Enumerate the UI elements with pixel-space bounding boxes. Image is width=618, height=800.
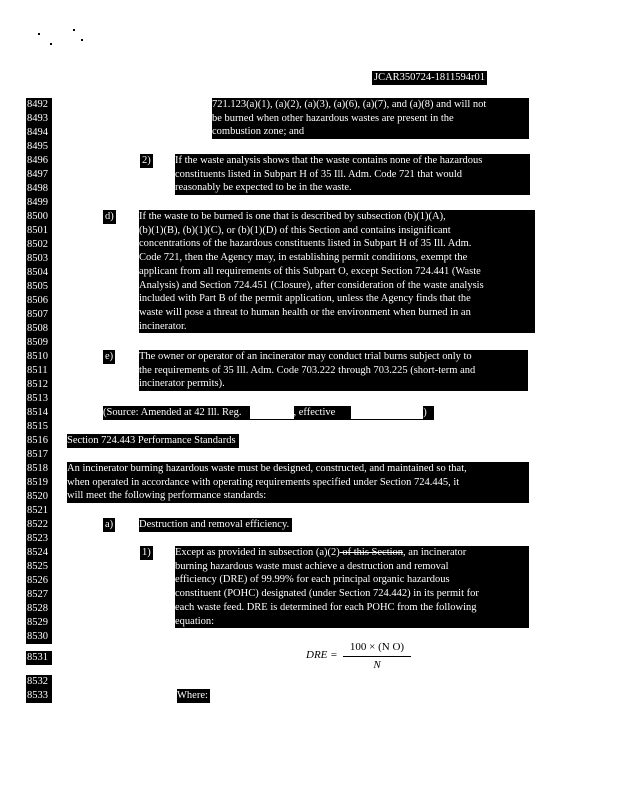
text-line: concentrations of the hazardous constituents listed in Subpart H of 35 Ill. Adm. — [139, 238, 472, 250]
text-line: incinerator. — [139, 320, 187, 332]
text-line: constituents listed in Subpart H of 35 Ill. Adm. Code 721 that would — [175, 168, 462, 180]
item-d-text — [139, 210, 535, 333]
text-line: waste will pose a threat to human health or the environment when burned in an — [139, 306, 471, 318]
line-number: 8511 — [26, 364, 52, 378]
line-number: 8531 — [26, 651, 52, 665]
line-number: 8516 — [26, 434, 52, 448]
equation-fraction — [343, 640, 411, 673]
scan-speck — [81, 39, 83, 41]
text-line: burning hazardous waste must achieve a destruction and removal — [175, 560, 449, 572]
line-number: 8522 — [26, 518, 52, 532]
line-number: 8510 — [26, 350, 52, 364]
text-line: Analysis) and Section 724.451 (Closure), after consideration of the waste analysis — [139, 279, 484, 291]
text-line: the requirements of 35 Ill. Adm. Code 703.222 through 703.225 (short-term and — [139, 364, 476, 376]
line-number: 8532 — [26, 675, 52, 689]
line-number: 8500 — [26, 210, 52, 224]
text-line: Code 721, then the Agency may, in establishing permit conditions, exempt the — [139, 252, 468, 264]
equation-denominator: N — [373, 659, 381, 671]
line-number: 8526 — [26, 574, 52, 588]
source-text: ) — [423, 407, 427, 418]
item-marker-2: 2) — [142, 155, 151, 166]
line-number: 8523 — [26, 532, 52, 546]
text-line: If the waste to be burned is one that is described by subsection (b)(1)(A), — [139, 211, 446, 222]
text-line: applicant from all requirements of this Subpart O, except Section 724.441 (Waste — [139, 265, 481, 277]
item-marker-a: a) — [105, 519, 114, 530]
item-marker-1: 1) — [142, 547, 151, 558]
line-number: 8528 — [26, 602, 52, 616]
text-segment: , an incinerator — [403, 547, 467, 558]
item-a-heading: Destruction and removal efficiency. — [139, 518, 292, 532]
paragraph-continuation — [212, 98, 529, 139]
line-number: 8517 — [26, 448, 52, 462]
text-line: equation: — [175, 615, 215, 627]
text-segment: Except as provided in subsection (a)(2) — [175, 547, 340, 558]
item-1-text — [175, 546, 529, 628]
text-line: (b)(1)(B), (b)(1)(C), or (b)(1)(D) of this Section and contains insignificant — [139, 224, 451, 236]
line-number: 8512 — [26, 378, 52, 392]
where-label: Where: — [177, 690, 208, 701]
line-number: 8498 — [26, 182, 52, 196]
item-e-text — [139, 350, 528, 391]
text-line: included with Part B of the permit application, unless the Agency finds that the — [139, 293, 471, 305]
equation-lhs: DRE = — [306, 649, 338, 661]
text-line: The owner or operator of an incinerator may conduct trial burns subject only to — [139, 351, 472, 362]
line-number: 8521 — [26, 504, 52, 518]
line-number: 8525 — [26, 560, 52, 574]
text-line: 721.123(a)(1), (a)(2), (a)(3), (a)(6), (a)(7), and (a)(8) and will not — [212, 99, 487, 110]
line-number: 8494 — [26, 126, 52, 140]
line-number: 8530 — [26, 630, 52, 644]
text-line: when operated in accordance with operating requirements specified under Section 724.445, it — [67, 476, 460, 488]
text-line: efficiency (DRE) of 99.99% for each principal organic hazardous — [175, 574, 450, 586]
line-number: 8499 — [26, 196, 52, 210]
scan-speck — [73, 29, 75, 31]
source-text: , effective — [293, 407, 336, 418]
scan-speck — [50, 43, 52, 45]
line-number: 8492 — [26, 98, 52, 112]
line-number: 8505 — [26, 280, 52, 294]
line-number: 8503 — [26, 252, 52, 266]
text-line: incinerator permits). — [139, 378, 225, 390]
text-line: be burned when other hazardous wastes are present in the — [212, 112, 454, 124]
item-marker-d: d) — [105, 211, 114, 222]
line-number: 8514 — [26, 406, 52, 420]
line-number: 8515 — [26, 420, 52, 434]
blank-gap — [351, 406, 423, 419]
line-number: 8508 — [26, 322, 52, 336]
text-line: An incinerator burning hazardous waste must be designed, constructed, and maintained so that, — [67, 463, 467, 474]
blank-gap — [250, 406, 294, 419]
dre-equation — [306, 640, 412, 674]
line-number: 8518 — [26, 462, 52, 476]
text-line: combustion zone; and — [212, 126, 305, 138]
text-line: reasonably be expected to be in the waste. — [175, 182, 352, 194]
line-number: 8496 — [26, 154, 52, 168]
text-line: will meet the following performance standards: — [67, 490, 267, 502]
equation-numerator: 100 × (N O) — [349, 641, 405, 653]
item-2-text — [175, 154, 530, 195]
line-number: 8495 — [26, 140, 52, 154]
fraction-bar — [343, 656, 411, 657]
text-line: If the waste analysis shows that the waste contains none of the hazardous — [175, 155, 483, 166]
source-note — [103, 406, 434, 420]
text-line — [175, 546, 529, 560]
line-number: 8520 — [26, 490, 52, 504]
line-number: 8527 — [26, 588, 52, 602]
scan-speck — [38, 33, 40, 35]
struck-text: of this Section — [339, 547, 404, 558]
line-number: 8501 — [26, 224, 52, 238]
text-line: constituent (POHC) designated (under Section 724.442) in its permit for — [175, 588, 479, 600]
line-number: 8506 — [26, 294, 52, 308]
line-number: 8497 — [26, 168, 52, 182]
section-heading: Section 724.443 Performance Standards — [67, 434, 239, 448]
line-number: 8504 — [26, 266, 52, 280]
line-number: 8509 — [26, 336, 52, 350]
line-number: 8524 — [26, 546, 52, 560]
intro-paragraph — [67, 462, 529, 503]
line-number: 8493 — [26, 112, 52, 126]
line-number: 8507 — [26, 308, 52, 322]
document-id: JCAR350724-1811594r01 — [374, 72, 486, 83]
item-marker-e: e) — [105, 351, 114, 362]
line-number: 8519 — [26, 476, 52, 490]
line-number: 8513 — [26, 392, 52, 406]
line-number: 8502 — [26, 238, 52, 252]
text-line: each waste feed. DRE is determined for each POHC from the following — [175, 601, 477, 613]
line-number: 8529 — [26, 616, 52, 630]
line-number: 8533 — [26, 689, 52, 703]
source-text: (Source: Amended at 42 Ill. Reg. — [103, 407, 242, 418]
